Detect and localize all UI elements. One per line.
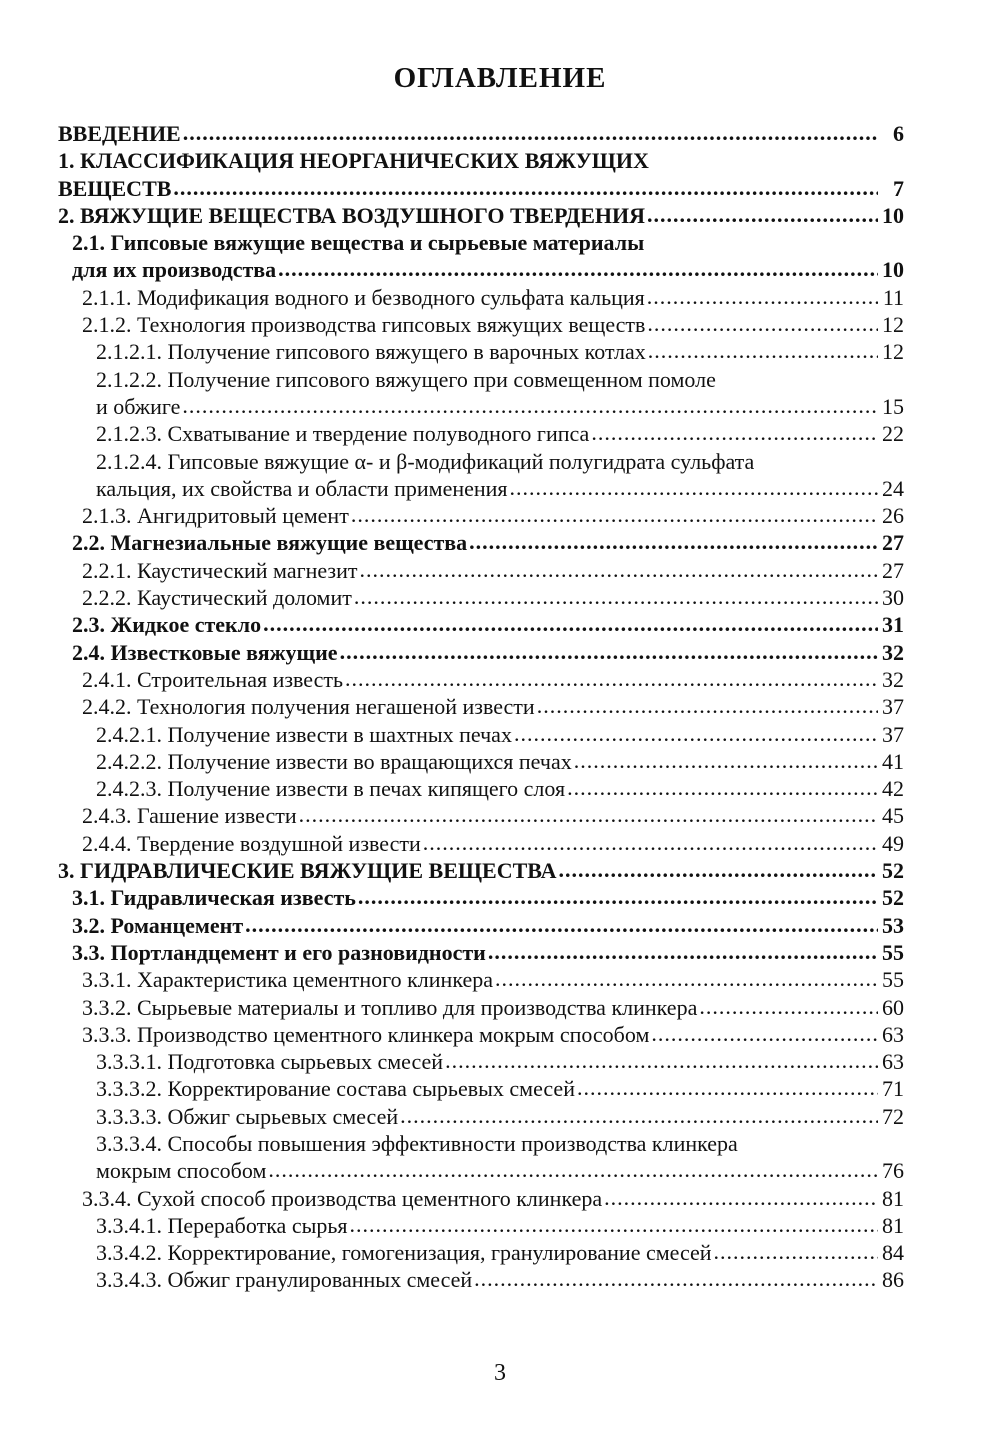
toc-entry-title: 3.3.1. Характеристика цементного клинкера	[82, 967, 493, 993]
toc-entry-title: 3.3.2. Сырьевые материалы и топливо для производства клинкера	[82, 994, 698, 1020]
toc-entry-title: ВВЕДЕНИЕ	[58, 121, 181, 146]
toc-entry-page: 86	[882, 1267, 904, 1293]
toc-entry-page: 10	[882, 202, 904, 228]
toc-entry-page: 7	[893, 175, 904, 201]
toc-leader-dots	[345, 665, 878, 692]
toc-leader-dots	[360, 556, 878, 583]
toc-entry	[58, 857, 904, 884]
toc-entry-title: 3.3.4.2. Корректирование, гомогенизация, гранулирование смесей	[96, 1240, 712, 1266]
toc-entry	[58, 393, 904, 420]
toc-entry-title: 3.3. Портландцемент и его разновидности	[72, 939, 486, 965]
toc-leader-dots	[182, 392, 878, 419]
toc-entry	[58, 912, 904, 939]
toc-entry	[58, 1239, 904, 1266]
toc-entry-title: 2.1.2.3. Схватывание и твердение полуводного гипса	[96, 421, 590, 447]
toc-entry	[58, 939, 904, 966]
toc-leader-dots	[591, 419, 878, 446]
toc-entry-page: 45	[882, 803, 904, 829]
toc-entry	[58, 529, 904, 556]
toc-entry	[58, 1185, 904, 1212]
toc-entry-page: 60	[882, 994, 904, 1020]
toc-entry-page: 81	[882, 1212, 904, 1238]
toc-entry-title: 3.3.3.2. Корректирование состава сырьевых смесей	[96, 1076, 575, 1102]
toc-entry	[58, 666, 904, 693]
toc-entry	[58, 256, 904, 283]
toc-entry-page: 76	[882, 1158, 904, 1184]
toc-entry-title: 2.4.2.3. Получение извести в печах кипящего слоя	[96, 776, 566, 802]
toc-entry	[58, 120, 904, 147]
toc-leader-dots	[350, 1211, 878, 1238]
toc-leader-dots	[340, 638, 878, 665]
toc-leader-dots	[514, 720, 878, 747]
toc-leader-dots	[648, 337, 878, 364]
toc-entry-title: 2.1.1. Модификация водного и безводного сульфата кальция	[82, 284, 645, 310]
toc-leader-dots	[510, 474, 878, 501]
toc-entry	[58, 1212, 904, 1239]
toc-entry-title: и обжиге	[96, 393, 181, 419]
toc-leader-dots	[488, 938, 878, 965]
toc-entry-title: 2.3. Жидкое стекло	[72, 612, 262, 638]
toc-leader-dots	[358, 883, 878, 910]
toc-entry-page: 37	[882, 694, 904, 720]
toc-entry-title: 2.2.1. Каустический магнезит	[82, 557, 358, 583]
toc-entry	[58, 175, 904, 202]
toc-entry-page: 10	[882, 257, 904, 283]
toc-entry-page: 12	[882, 312, 904, 338]
toc-leader-dots	[647, 310, 878, 337]
toc-entry	[58, 1021, 904, 1048]
toc-entry-page: 72	[882, 1103, 904, 1129]
toc-entry-title: 3. ГИДРАВЛИЧЕСКИЕ ВЯЖУЩИЕ ВЕЩЕСТВА	[58, 858, 557, 884]
toc-entry-page: 84	[882, 1240, 904, 1266]
toc-entry-page: 6	[893, 121, 904, 146]
toc-leader-dots	[558, 856, 878, 883]
toc-entry-page: 63	[882, 1049, 904, 1075]
toc-leader-dots	[278, 255, 878, 282]
toc-entry	[58, 202, 904, 229]
toc-entry-page: 12	[882, 339, 904, 365]
toc-entry	[58, 884, 904, 911]
toc-entry	[58, 802, 904, 829]
toc-entry	[58, 775, 904, 802]
toc-leader-dots	[268, 1156, 878, 1183]
toc-leader-dots	[699, 993, 878, 1020]
toc-entry-title: 2.1.2.2. Получение гипсового вяжущего при совмещенном помоле	[96, 366, 716, 392]
toc-entry	[58, 639, 904, 666]
toc-entry-page: 37	[882, 721, 904, 747]
toc-entry-title: 3.3.4.1. Переработка сырья	[96, 1212, 348, 1238]
toc-leader-dots	[354, 583, 878, 610]
toc-entry-title: 2.2. Магнезиальные вяжущие вещества	[72, 530, 468, 556]
toc-leader-dots	[245, 911, 878, 938]
toc-entry-title: 2.4.4. Твердение воздушной извести	[82, 830, 421, 856]
toc-entry	[58, 338, 904, 365]
toc-entry-page: 52	[882, 885, 904, 911]
toc-entry	[58, 420, 904, 447]
toc-leader-dots	[469, 528, 878, 555]
toc-entry-title: 2.1.2.1. Получение гипсового вяжущего в варочных котлах	[96, 339, 646, 365]
toc-entry-title: 3.2. Романцемент	[72, 912, 244, 938]
toc-leader-dots	[577, 1074, 878, 1101]
toc-entry	[58, 1048, 904, 1075]
toc-entry	[58, 557, 904, 584]
toc-entry-title: ВЕЩЕСТВ	[58, 175, 172, 201]
toc-entry-title: 3.3.4. Сухой способ производства цементного клинкера	[82, 1185, 603, 1211]
toc-entry-title: 1. КЛАССИФИКАЦИЯ НЕОРГАНИЧЕСКИХ ВЯЖУЩИХ	[58, 148, 649, 174]
toc-leader-dots	[567, 774, 878, 801]
toc-entry-page: 81	[882, 1185, 904, 1211]
toc-entry-page: 52	[882, 858, 904, 884]
toc-entry-title: 3.1. Гидравлическая известь	[72, 885, 356, 911]
toc-entry	[58, 1103, 904, 1130]
toc-leader-dots	[351, 501, 878, 528]
toc-leader-dots	[474, 1265, 878, 1292]
toc-leader-dots	[400, 1102, 878, 1129]
toc-leader-dots	[604, 1184, 878, 1211]
toc-entry-title: 2.1.2.4. Гипсовые вяжущие α- и β-модификаций полугидрата сульфата	[96, 448, 755, 474]
toc-entry	[58, 1157, 904, 1184]
toc-entry-title: 3.3.3.3. Обжиг сырьевых смесей	[96, 1103, 399, 1129]
toc-entry-page: 11	[882, 284, 904, 310]
toc-entry	[58, 475, 904, 502]
toc-entry	[58, 311, 904, 338]
toc-entry	[58, 502, 904, 529]
toc-entry	[58, 748, 904, 775]
toc-entry-page: 55	[882, 939, 904, 965]
toc-entry	[58, 966, 904, 993]
toc-entry-page: 32	[882, 666, 904, 692]
toc-leader-dots	[445, 1047, 878, 1074]
toc-entry-page: 55	[882, 967, 904, 993]
toc-entry	[58, 994, 904, 1021]
toc-entry-title: 2.4.2. Технология получения негашеной извести	[82, 694, 535, 720]
toc-entry	[58, 366, 904, 393]
toc-entry-title: 3.3.3.4. Способы повышения эффективности производства клинкера	[96, 1130, 738, 1156]
toc-entry	[58, 830, 904, 857]
toc-entry-page: 71	[882, 1076, 904, 1102]
toc-entry-title: 2.4.2.2. Получение извести во вращающихся печах	[96, 748, 572, 774]
toc-entry-title: 2.1.2. Технология производства гипсовых вяжущих веществ	[82, 312, 646, 338]
toc-entry-title: 2.1.3. Ангидритовый цемент	[82, 503, 349, 529]
table-of-contents	[58, 120, 904, 1294]
toc-entry-page: 49	[882, 830, 904, 856]
toc-entry-page: 41	[882, 748, 904, 774]
toc-leader-dots	[574, 747, 878, 774]
toc-leader-dots	[651, 1020, 878, 1047]
toc-leader-dots	[263, 610, 878, 637]
toc-entry-title: 2. ВЯЖУЩИЕ ВЕЩЕСТВА ВОЗДУШНОГО ТВЕРДЕНИЯ	[58, 202, 645, 228]
toc-entry-page: 24	[882, 475, 904, 501]
toc-leader-dots	[423, 829, 878, 856]
toc-entry-page: 15	[882, 393, 904, 419]
toc-entry-page: 32	[882, 639, 904, 665]
toc-entry	[58, 721, 904, 748]
toc-entry	[58, 693, 904, 720]
toc-entry-page: 27	[882, 557, 904, 583]
toc-leader-dots	[299, 801, 878, 828]
toc-entry	[58, 1075, 904, 1102]
toc-leader-dots	[714, 1238, 878, 1265]
toc-entry-title: 2.4.2.1. Получение извести в шахтных печах	[96, 721, 512, 747]
toc-entry-page: 42	[882, 776, 904, 802]
toc-entry	[58, 1130, 904, 1157]
toc-entry-title: кальция, их свойства и области применения	[96, 475, 508, 501]
toc-entry-title: 2.4. Известковые вяжущие	[72, 639, 338, 665]
toc-entry-page: 22	[882, 421, 904, 447]
toc-entry	[58, 229, 904, 256]
toc-leader-dots	[173, 174, 878, 201]
toc-entry-title: 2.2.2. Каустический доломит	[82, 585, 352, 611]
toc-entry	[58, 611, 904, 638]
toc-entry	[58, 147, 904, 174]
toc-entry-title: 2.4.1. Строительная известь	[82, 666, 344, 692]
toc-entry-title: мокрым способом	[96, 1158, 267, 1184]
toc-entry-title: 2.4.3. Гашение извести	[82, 803, 297, 829]
toc-entry-title: 3.3.4.3. Обжиг гранулированных смесей	[96, 1267, 473, 1293]
toc-leader-dots	[647, 201, 878, 228]
page-number: 3	[494, 1360, 506, 1386]
toc-entry	[58, 284, 904, 311]
toc-entry-page: 63	[882, 1021, 904, 1047]
toc-entry	[58, 1266, 904, 1293]
toc-entry-title: 3.3.3.1. Подготовка сырьевых смесей	[96, 1049, 444, 1075]
page-title: ОГЛАВЛЕНИЕ	[393, 62, 607, 94]
toc-entry-page: 30	[882, 585, 904, 611]
toc-entry-title: для их производства	[72, 257, 277, 283]
toc-entry	[58, 584, 904, 611]
toc-leader-dots	[495, 965, 878, 992]
toc-entry-page: 26	[882, 503, 904, 529]
toc-leader-dots	[647, 283, 878, 310]
toc-entry	[58, 448, 904, 475]
toc-leader-dots	[537, 692, 878, 719]
toc-leader-dots	[183, 119, 878, 146]
toc-entry-page: 53	[882, 912, 904, 938]
toc-entry-title: 2.1. Гипсовые вяжущие вещества и сырьевые материалы	[72, 230, 645, 256]
toc-entry-title: 3.3.3. Производство цементного клинкера мокрым способом	[82, 1021, 650, 1047]
toc-entry-page: 31	[882, 612, 904, 638]
toc-entry-page: 27	[882, 530, 904, 556]
